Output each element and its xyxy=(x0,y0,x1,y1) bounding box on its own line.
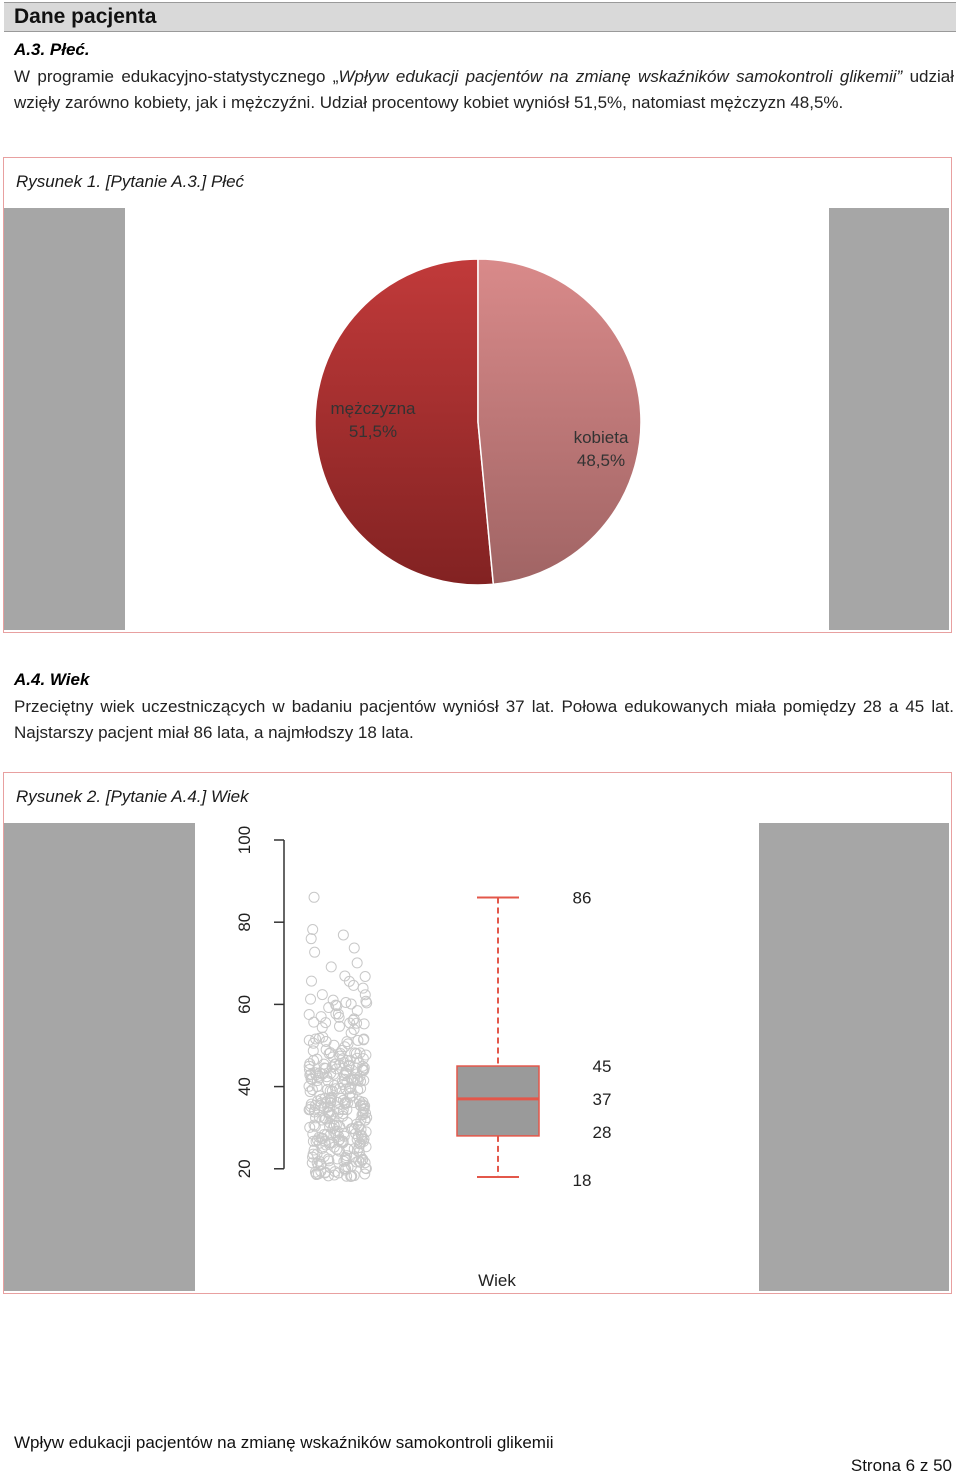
data-point xyxy=(306,934,316,944)
box-plot xyxy=(195,823,759,1291)
boxplot-shape xyxy=(457,898,539,1177)
para-suffix: udział wzięły zarówno kobiety, jak i mężczyźni. Udział procentowy kobiet wyniósł 51,5%, natomiast mężczyzn 48,5%. xyxy=(14,67,954,112)
y-tick-label: 40 xyxy=(235,1077,254,1097)
slice-value-men: 51,5% xyxy=(348,422,398,441)
data-point xyxy=(358,1035,368,1045)
right-gray-panel xyxy=(759,823,949,1291)
program-title: Wpływ edukacji pacjentów na zmianę wskaźników samokontroli glikemii” xyxy=(338,67,903,86)
data-point xyxy=(352,958,362,968)
pie-plot-area xyxy=(125,208,829,630)
data-point xyxy=(360,971,370,981)
section-a3-title: A.3. Płeć. xyxy=(14,40,90,59)
slice-label-men: mężczyzna xyxy=(330,399,416,418)
left-gray-panel xyxy=(4,208,125,630)
data-point xyxy=(310,947,320,957)
x-axis-label: Wiek xyxy=(478,1271,516,1290)
data-point xyxy=(359,1019,369,1029)
data-point xyxy=(308,1046,318,1056)
figure-2 xyxy=(3,772,952,1294)
y-axis xyxy=(235,826,284,1178)
label-median: 37 xyxy=(592,1089,612,1109)
figure-2-caption: Rysunek 2. [Pytanie A.4.] Wiek xyxy=(16,787,249,806)
data-point xyxy=(308,925,318,935)
data-point xyxy=(358,983,368,993)
data-point xyxy=(352,1006,362,1016)
iqr-box xyxy=(457,1066,539,1136)
data-point xyxy=(361,1050,371,1060)
page-number: Strona 6 z 50 xyxy=(850,1456,952,1475)
data-point xyxy=(304,1010,314,1020)
pie-chart xyxy=(125,208,829,630)
data-point xyxy=(349,943,359,953)
y-tick-label: 100 xyxy=(235,825,254,855)
data-point xyxy=(307,976,317,986)
box-labels xyxy=(573,889,612,1190)
y-tick-label: 20 xyxy=(235,1159,254,1179)
label-min: 18 xyxy=(572,1171,592,1190)
section-a3-paragraph xyxy=(14,64,954,116)
section-a4-paragraph: Przeciętny wiek uczestniczących w badaniu pacjentów wyniósł 37 lat. Połowa edukowanych miała pomiędzy 28 a 45 lat. Najstarszy pacjent miał 86 lata, a najmłodszy 18 lata. xyxy=(14,697,954,742)
section-a4-title: A.4. Wiek xyxy=(14,670,90,689)
figure-1 xyxy=(3,157,952,633)
right-gray-panel xyxy=(829,208,949,630)
label-q1: 28 xyxy=(592,1122,612,1142)
data-point xyxy=(349,980,359,990)
section-header xyxy=(4,2,956,32)
pie-slice-men xyxy=(315,259,493,585)
data-point xyxy=(309,1017,319,1027)
left-gray-panel xyxy=(4,823,195,1291)
label-q3: 45 xyxy=(592,1057,612,1077)
figure-1-caption: Rysunek 1. [Pytanie A.3.] Płeć xyxy=(16,172,245,191)
data-point xyxy=(309,892,319,902)
y-tick-label: 60 xyxy=(235,994,254,1014)
slice-value-women: 48,5% xyxy=(576,451,626,470)
para-prefix: W programie edukacyjno-statystycznego „ xyxy=(14,67,339,86)
data-point xyxy=(317,990,327,1000)
boxplot-area xyxy=(195,823,759,1291)
section-header-title: Dane pacjenta xyxy=(14,5,157,28)
data-point xyxy=(306,994,316,1004)
label-max: 86 xyxy=(572,888,592,908)
y-tick-label: 80 xyxy=(235,912,254,932)
slice-label-women: kobieta xyxy=(573,428,629,447)
data-point xyxy=(338,930,348,940)
jitter-points xyxy=(304,892,372,1181)
data-point xyxy=(360,1169,370,1179)
pie-slice-women xyxy=(478,259,641,584)
data-point xyxy=(326,962,336,972)
footer-title: Wpływ edukacji pacjentów na zmianę wskaźników samokontroli glikemii xyxy=(14,1433,554,1452)
